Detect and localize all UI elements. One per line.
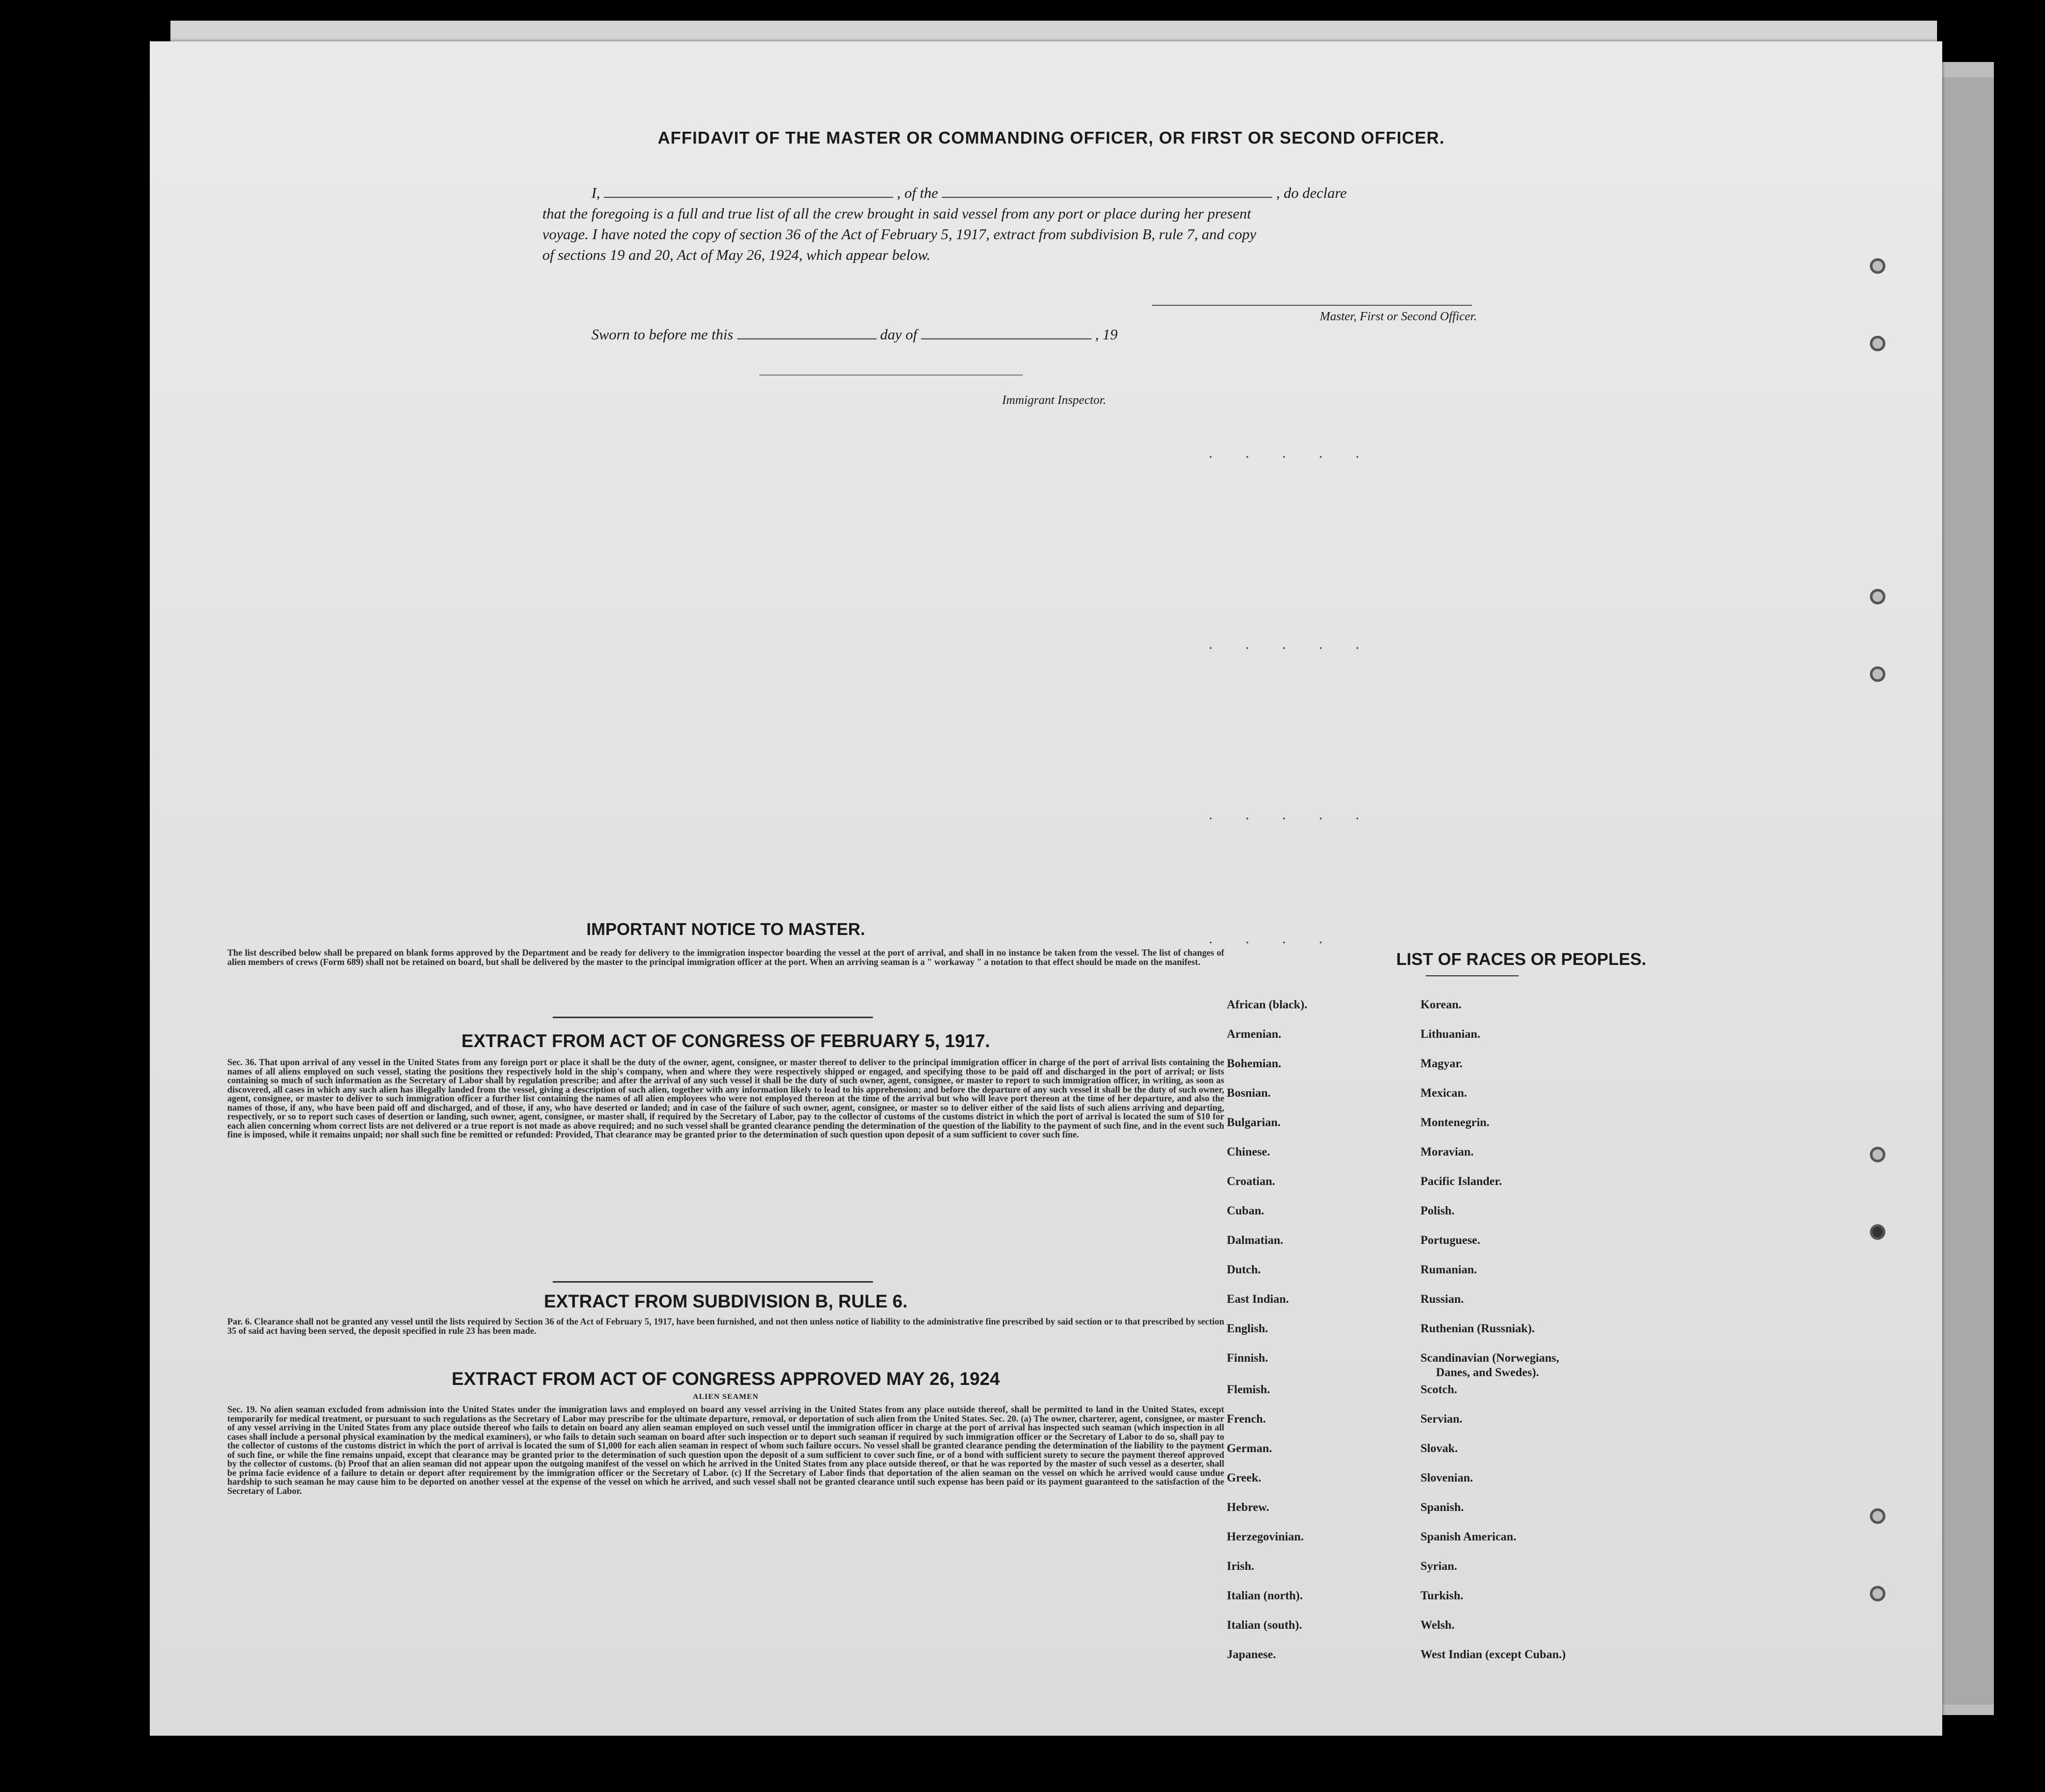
race-item: Mexican. [1420, 1086, 1468, 1099]
extract-1924-title: EXTRACT FROM ACT OF CONGRESS APPROVED MAY 26, 1924 [451, 1369, 1000, 1389]
name-blank[interactable] [604, 196, 893, 198]
race-item: Flemish. [1227, 1383, 1270, 1396]
race-item: Ruthenian (Russniak). [1420, 1322, 1535, 1335]
affidavit-title: AFFIDAVIT OF THE MASTER OR COMMANDING OFFICER, OR FIRST OR SECOND OFFICER. [658, 128, 1445, 147]
race-item: Rumanian. [1420, 1263, 1477, 1276]
inspector-label: Immigrant Inspector. [1002, 394, 1106, 407]
affidavit-declare: , do declare [1276, 185, 1347, 201]
binder-hole [1870, 1224, 1885, 1240]
race-item: Servian. [1420, 1412, 1463, 1425]
binder-hole [1870, 1508, 1885, 1524]
affidavit-line3: voyage. I have noted the copy of section 36 of the Act of February 5, 1917, extract from subdivision B, rule 7, and copy [542, 226, 1257, 243]
binder-hole [1870, 258, 1885, 274]
affidavit-i: I, [591, 185, 600, 201]
race-item: Syrian. [1420, 1560, 1457, 1572]
affidavit-line4: of sections 19 and 20, Act of May 26, 1924, which appear below. [542, 247, 931, 263]
race-item: Welsh. [1420, 1618, 1455, 1631]
notice-title: IMPORTANT NOTICE TO MASTER. [586, 920, 865, 939]
race-item: English. [1227, 1322, 1268, 1335]
divider [1426, 975, 1519, 976]
race-item: Montenegrin. [1420, 1116, 1490, 1129]
extract-1917-body: Sec. 36. That upon arrival of any vessel in the United States from any foreign port or place it shall be the duty of the owner, agent, consignee, or master thereof to deliver to the principal immigration officer in charge of the port of arrival lists containing the names of all aliens employed on such vessel, stating the positions they respectively hold in the ship's company, when and where they were respectively shipped or engaged, and specifying those to be paid off and discharged in the port of arrival; or lists containing so much of such information as the Secretary of Labor shall by regulation prescribe; and after the arrival of any such vessel it shall be the duty of such owner, agent, consignee, or master to report to such immigration officer, in writing, as soon as discovered, all cases in which any such alien has illegally landed from the vessel, giving a description of such alien, together with any information likely to lead to his apprehension; and before the departure of any such vessel it shall be the duty of such owner, agent, consignee, or master to deliver to such immigration officer a further list containing the names of all alien employees who were not employed thereon at the time of the arrival but who will leave port thereon at the time of her departure, and also the names of those, if any, who have been paid off and discharged, and of those, if any, who have deserted or landed; and in case of the failure of such owner, agent, consignee, or master so to deliver either of the said lists of such aliens arriving and departing, respectively, or so to report such cases of desertion or landing, such owner, agent, consignee, or master shall, if required by the Secretary of Labor, pay to the collector of customs of the customs district in which the port of arrival is located the sum of $10 for each alien concerning whom correct lists are not delivered or a true report is not made as above required; and no such vessel shall be granted clearance pending the determination of the question of the liability to the payment of such fine, and in the event such fine is imposed, while it remains unpaid; nor shall such fine be remitted or refunded: Provided, That clearance may be granted prior to the determination of such question upon deposit of a sum sufficient to cover such fine. [227, 1057, 1224, 1140]
race-item: Herzegovinian. [1227, 1530, 1304, 1543]
race-item: Spanish American. [1420, 1530, 1517, 1543]
race-item: Scotch. [1420, 1383, 1457, 1396]
subdivision-b-title: EXTRACT FROM SUBDIVISION B, RULE 6. [544, 1291, 908, 1312]
race-item: Spanish. [1420, 1501, 1464, 1514]
binder-hole [1870, 1586, 1885, 1601]
sworn-day-of: day of [880, 326, 917, 343]
race-item: African (black). [1227, 998, 1307, 1011]
race-item: Dalmatian. [1227, 1234, 1284, 1246]
race-item: Croatian. [1227, 1175, 1275, 1188]
race-item: Cuban. [1227, 1204, 1265, 1217]
sworn-line [591, 326, 1118, 344]
race-item: Danes, and Swedes). [1436, 1366, 1539, 1379]
sworn-year: , 19 [1095, 326, 1118, 343]
sworn-prefix: Sworn to before me this [591, 326, 733, 343]
race-item: Dutch. [1227, 1263, 1261, 1276]
extract-1924-subtitle: ALIEN SEAMEN [693, 1393, 759, 1401]
race-item: Pacific Islander. [1420, 1175, 1502, 1188]
document-page [150, 41, 1942, 1736]
race-item: Moravian. [1420, 1145, 1474, 1158]
divider [553, 1017, 873, 1018]
race-item: French. [1227, 1412, 1266, 1425]
race-item: Scandinavian (Norwegians, [1420, 1351, 1559, 1364]
divider [553, 1281, 873, 1283]
race-item: Slovak. [1420, 1442, 1458, 1455]
inspector-signature-line[interactable] [759, 375, 1023, 376]
race-item: Bohemian. [1227, 1057, 1282, 1070]
race-item: German. [1227, 1442, 1272, 1455]
race-item: Russian. [1420, 1292, 1464, 1305]
affidavit-line2: that the foregoing is a full and true list of all the crew brought in said vessel from any port or place during her present [542, 206, 1252, 222]
races-title: LIST OF RACES OR PEOPLES. [1396, 949, 1647, 969]
bleed-dots: . . . . . [1209, 806, 1374, 823]
sworn-day-blank[interactable] [737, 338, 877, 339]
race-item: Japanese. [1227, 1648, 1276, 1661]
subdivision-b-body: Par. 6. Clearance shall not be granted any vessel until the lists required by Section 36 of the Act of February 5, 1917, have been furnished, and not then unless notice of liability to the administrative fine prescribed by said section or to that prescribed by section 35 of said act having been served, the deposit specified in rule 23 has been made. [227, 1316, 1224, 1336]
race-item: Korean. [1420, 998, 1462, 1011]
race-item: Armenian. [1227, 1027, 1282, 1040]
race-item: Turkish. [1420, 1589, 1463, 1602]
race-item: Polish. [1420, 1204, 1455, 1217]
binder-hole [1870, 336, 1885, 351]
vessel-blank[interactable] [942, 196, 1272, 198]
race-item: Bosnian. [1227, 1086, 1271, 1099]
race-item: Irish. [1227, 1560, 1255, 1572]
bleed-dots: . . . . [1209, 930, 1337, 947]
master-label: Master, First or Second Officer. [1320, 310, 1477, 323]
affidavit-line1 [591, 185, 1347, 202]
race-item: Portuguese. [1420, 1234, 1480, 1246]
race-item: East Indian. [1227, 1292, 1289, 1305]
master-signature-line[interactable] [1152, 305, 1472, 306]
binder-hole [1870, 589, 1885, 604]
race-item: Italian (north). [1227, 1589, 1303, 1602]
race-item: Chinese. [1227, 1145, 1270, 1158]
extract-1924-body: Sec. 19. No alien seaman excluded from admission into the United States under the immigration laws and employed on board any vessel arriving in the United States from any place outside thereof, shall be permitted to land in the United States, except temporarily for medical treatment, or pursuant to such regulations as the Secretary of Labor may prescribe for the ultimate departure, removal, or deportation of such alien from the United States. Sec. 20. (a) The owner, charterer, agent, consignee, or master of any vessel arriving in the United States from any place outside thereof who fails to detain on board any alien seaman employed on such vessel until the immigration officer in charge at the port of arrival has inspected such seaman (which inspection in all cases shall include a personal physical examination by the medical examiners), or who fails to detain such seaman on board after such inspection or to deport such seaman if required by such immigration officer or the Secretary of Labor to do so, shall pay to the collector of customs of the customs district in which the port of arrival is located the sum of $1,000 for each alien seaman in respect of whom such failure occurs. No vessel shall be granted clearance pending the determination of the liability to the payment of such fine, or while the fine remains unpaid, except that clearance may be granted prior to the determination of such question upon the deposit of a sum sufficient to cover such fine, or of a bond with sufficient surety to secure the payment thereof approved by the collector of customs. (b) Proof that an alien seaman did not appear upon the outgoing manifest of the vessel on which he arrived in the United States from any place outside thereof, or that he was reported by the master of such vessel as a deserter, shall be prima facie evidence of a failure to detain or deport after requirement by the immigration officer or the Secretary of Labor. (c) If the Secretary of Labor finds that deportation of the alien seaman on the vessel on which he arrived would cause undue hardship to such seaman he may cause him to be deported on another vessel at the expense of the vessel on which he arrived, and such vessel shall not be granted clearance until such expense has been paid or its payment guaranteed to the satisfaction of the Secretary of Labor. [227, 1404, 1224, 1496]
race-item: Hebrew. [1227, 1501, 1269, 1514]
race-item: Greek. [1227, 1471, 1261, 1484]
notice-body: The list described below shall be prepared on blank forms approved by the Department and be ready for delivery to the immigration inspector boarding the vessel at the port of arrival, and shall in no instance be taken from the vessel. The list of changes of alien members of crews (Form 689) shall not be retained on board, but shall be delivered by the master to the principal immigration officer at the port. When an arriving seaman is a " workaway " a notation to that effect should be made on the manifest. [227, 947, 1224, 967]
race-item: Lithuanian. [1420, 1027, 1480, 1040]
affidavit-of-the: , of the [897, 185, 939, 201]
race-item: Slovenian. [1420, 1471, 1473, 1484]
sworn-month-blank[interactable] [921, 338, 1091, 339]
extract-1917-title: EXTRACT FROM ACT OF CONGRESS OF FEBRUARY 5, 1917. [461, 1031, 990, 1051]
race-item: Finnish. [1227, 1351, 1268, 1364]
bleed-dots: . . . . . [1209, 444, 1374, 461]
binder-hole [1870, 666, 1885, 682]
race-item: West Indian (except Cuban.) [1420, 1648, 1566, 1661]
race-item: Magyar. [1420, 1057, 1463, 1070]
race-item: Italian (south). [1227, 1618, 1302, 1631]
bleed-dots: . . . . . [1209, 635, 1374, 652]
race-item: Bulgarian. [1227, 1116, 1281, 1129]
binder-hole [1870, 1147, 1885, 1162]
